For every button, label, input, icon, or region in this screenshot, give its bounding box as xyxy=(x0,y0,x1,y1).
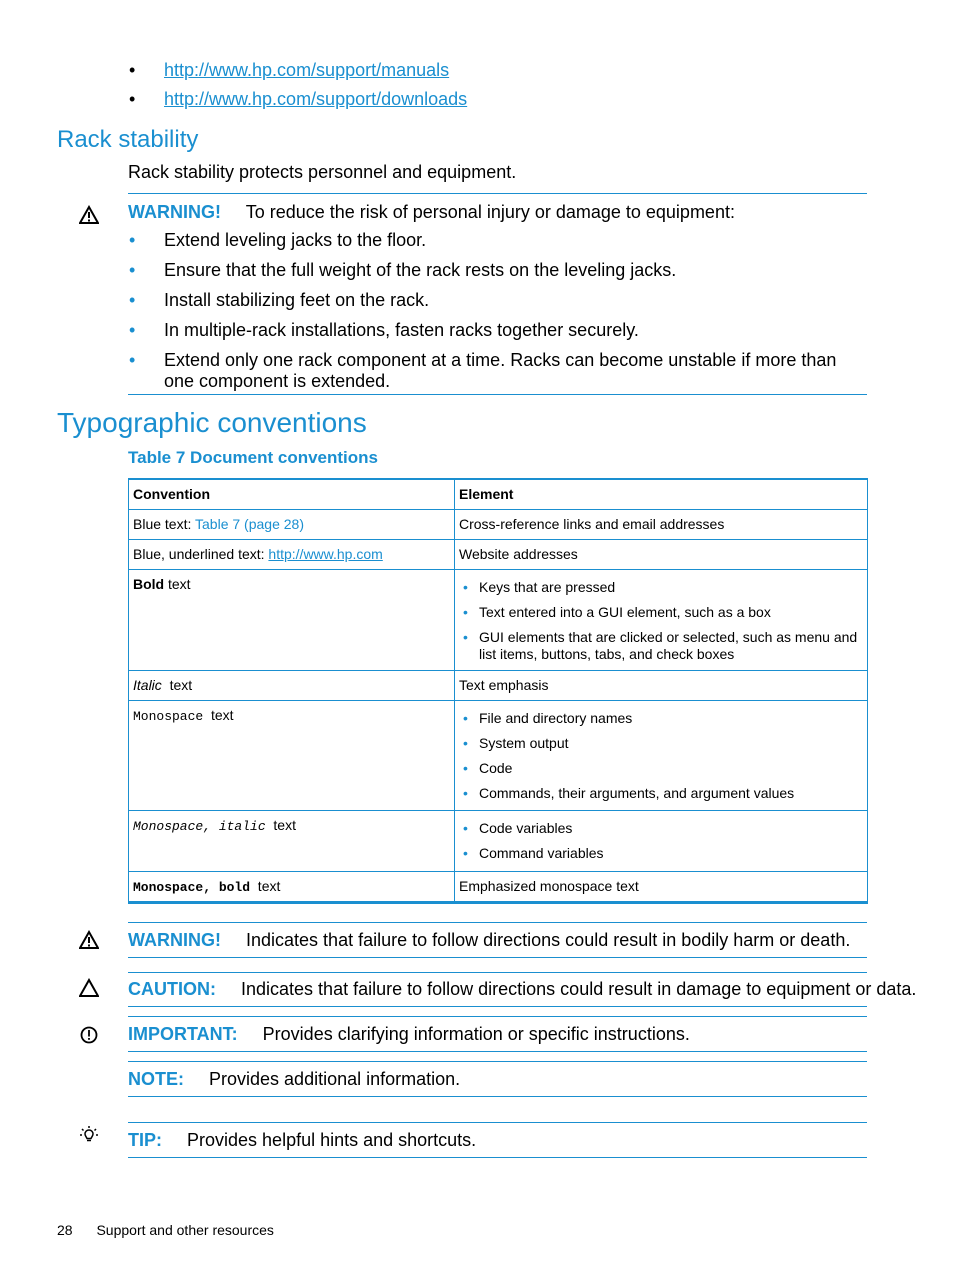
list-item: • Code variables xyxy=(459,820,863,837)
tip-text: Provides helpful hints and shortcuts. xyxy=(187,1130,477,1150)
link-item xyxy=(164,60,467,81)
caution-label: CAUTION: xyxy=(128,979,216,999)
list-item: • File and directory names xyxy=(459,710,863,727)
page-number: 28 xyxy=(57,1222,73,1238)
convention-cell xyxy=(129,570,455,671)
list-item: • System output xyxy=(459,735,863,752)
list-item: • Keys that are pressed xyxy=(459,579,863,596)
convention-cell xyxy=(129,671,455,701)
caution-text: Indicates that failure to follow directions could result in damage to equipment or data. xyxy=(241,979,917,999)
important-text: Provides clarifying information or specific instructions. xyxy=(262,1024,690,1044)
rack-warning-list xyxy=(164,230,864,392)
divider xyxy=(128,1051,867,1052)
divider xyxy=(128,972,867,973)
link-item xyxy=(164,89,467,110)
list-item: • Text entered into a GUI element, such as a box xyxy=(459,604,863,621)
rack-stability-heading: Rack stability xyxy=(57,126,199,153)
rack-intro: Rack stability protects personnel and equipment. xyxy=(128,162,517,182)
table-row xyxy=(129,872,868,903)
important-label: IMPORTANT: xyxy=(128,1024,238,1044)
divider xyxy=(128,922,867,923)
element-list xyxy=(459,579,863,663)
divider xyxy=(128,1122,867,1123)
cell-text: text xyxy=(164,576,191,592)
convention-cell xyxy=(129,701,455,811)
cell-text: text xyxy=(250,878,281,894)
cell-text: Blue text: xyxy=(133,516,196,532)
tip-admonition xyxy=(128,1130,476,1151)
table-row xyxy=(129,570,868,671)
cell-text: text xyxy=(161,677,193,693)
divider xyxy=(128,1016,867,1017)
list-item: • Extend leveling jacks to the floor. xyxy=(164,230,864,251)
divider xyxy=(128,1157,867,1158)
monospace-bold-sample: Monospace, bold xyxy=(133,880,251,895)
cell-text: Blue, underlined text: xyxy=(133,546,269,562)
divider xyxy=(128,193,867,194)
warning-admonition xyxy=(128,930,850,951)
list-item: • Install stabilizing feet on the rack. xyxy=(164,290,864,311)
italic-sample: Italic xyxy=(133,677,162,693)
element-cell: Text emphasis xyxy=(455,671,868,701)
cell-text: text xyxy=(203,707,234,723)
list-item: • Commands, their arguments, and argument values xyxy=(459,785,863,802)
note-admonition xyxy=(128,1069,460,1090)
convention-cell xyxy=(129,872,455,903)
warning-label: WARNING! xyxy=(128,202,221,222)
list-item: • Ensure that the full weight of the rack rests on the leveling jacks. xyxy=(164,260,864,281)
warning-label: WARNING! xyxy=(128,930,221,950)
bold-sample: Bold xyxy=(133,576,165,592)
table-row xyxy=(129,540,868,570)
table-caption: Table 7 Document conventions xyxy=(128,448,379,467)
warning-icon xyxy=(79,930,99,950)
table-row xyxy=(129,811,868,872)
monospace-italic-sample: Monospace, italic xyxy=(133,819,266,834)
divider xyxy=(128,394,867,395)
element-cell: Website addresses xyxy=(455,540,868,570)
divider xyxy=(128,957,867,958)
list-item: • In multiple-rack installations, fasten racks together securely. xyxy=(164,320,864,341)
element-list xyxy=(459,710,863,802)
column-header-convention: Convention xyxy=(129,479,455,510)
convention-cell xyxy=(129,510,455,540)
list-item: • GUI elements that are clicked or selected, such as menu and list items, buttons, tabs, and check boxes xyxy=(459,629,863,663)
table-row xyxy=(129,510,868,540)
typographic-conventions-heading: Typographic conventions xyxy=(57,407,367,438)
rack-warning xyxy=(128,202,735,223)
convention-cell xyxy=(129,540,455,570)
caution-admonition xyxy=(128,979,916,1000)
important-icon xyxy=(79,1025,99,1045)
website-link[interactable]: http://www.hp.com xyxy=(268,546,383,562)
element-list xyxy=(459,820,863,862)
monospace-sample: Monospace xyxy=(133,709,204,724)
note-label: NOTE: xyxy=(128,1069,184,1089)
table-row xyxy=(129,701,868,811)
table-header-row xyxy=(129,479,868,510)
element-cell: Emphasized monospace text xyxy=(455,872,868,903)
divider xyxy=(128,1006,867,1007)
conventions-table xyxy=(128,478,868,904)
convention-cell xyxy=(129,811,455,872)
list-item: • Extend only one rack component at a time. Racks can become unstable if more than one component is extended. xyxy=(164,350,864,392)
list-item: • Code xyxy=(459,760,863,777)
lightbulb-icon xyxy=(79,1125,99,1145)
downloads-link[interactable]: http://www.hp.com/support/downloads xyxy=(164,89,468,109)
caution-icon xyxy=(79,978,99,998)
warning-icon xyxy=(79,205,99,225)
warning-text: To reduce the risk of personal injury or damage to equipment: xyxy=(245,202,735,222)
note-text: Provides additional information. xyxy=(209,1069,461,1089)
page-footer xyxy=(57,1222,274,1238)
element-cell xyxy=(455,811,868,872)
cross-reference-link[interactable]: Table 7 (page 28) xyxy=(195,516,304,532)
important-admonition xyxy=(128,1024,690,1045)
manuals-link[interactable]: http://www.hp.com/support/manuals xyxy=(164,60,450,80)
element-cell xyxy=(455,701,868,811)
divider xyxy=(128,1096,867,1097)
list-item: • Command variables xyxy=(459,845,863,862)
element-cell: Cross-reference links and email addresses xyxy=(455,510,868,540)
table-row xyxy=(129,671,868,701)
cell-text: text xyxy=(265,817,296,833)
footer-section: Support and other resources xyxy=(96,1222,274,1238)
top-link-list xyxy=(164,60,467,110)
tip-label: TIP: xyxy=(128,1130,162,1150)
divider xyxy=(128,1061,867,1062)
column-header-element: Element xyxy=(455,479,868,510)
element-cell xyxy=(455,570,868,671)
warning-text: Indicates that failure to follow directions could result in bodily harm or death. xyxy=(246,930,851,950)
